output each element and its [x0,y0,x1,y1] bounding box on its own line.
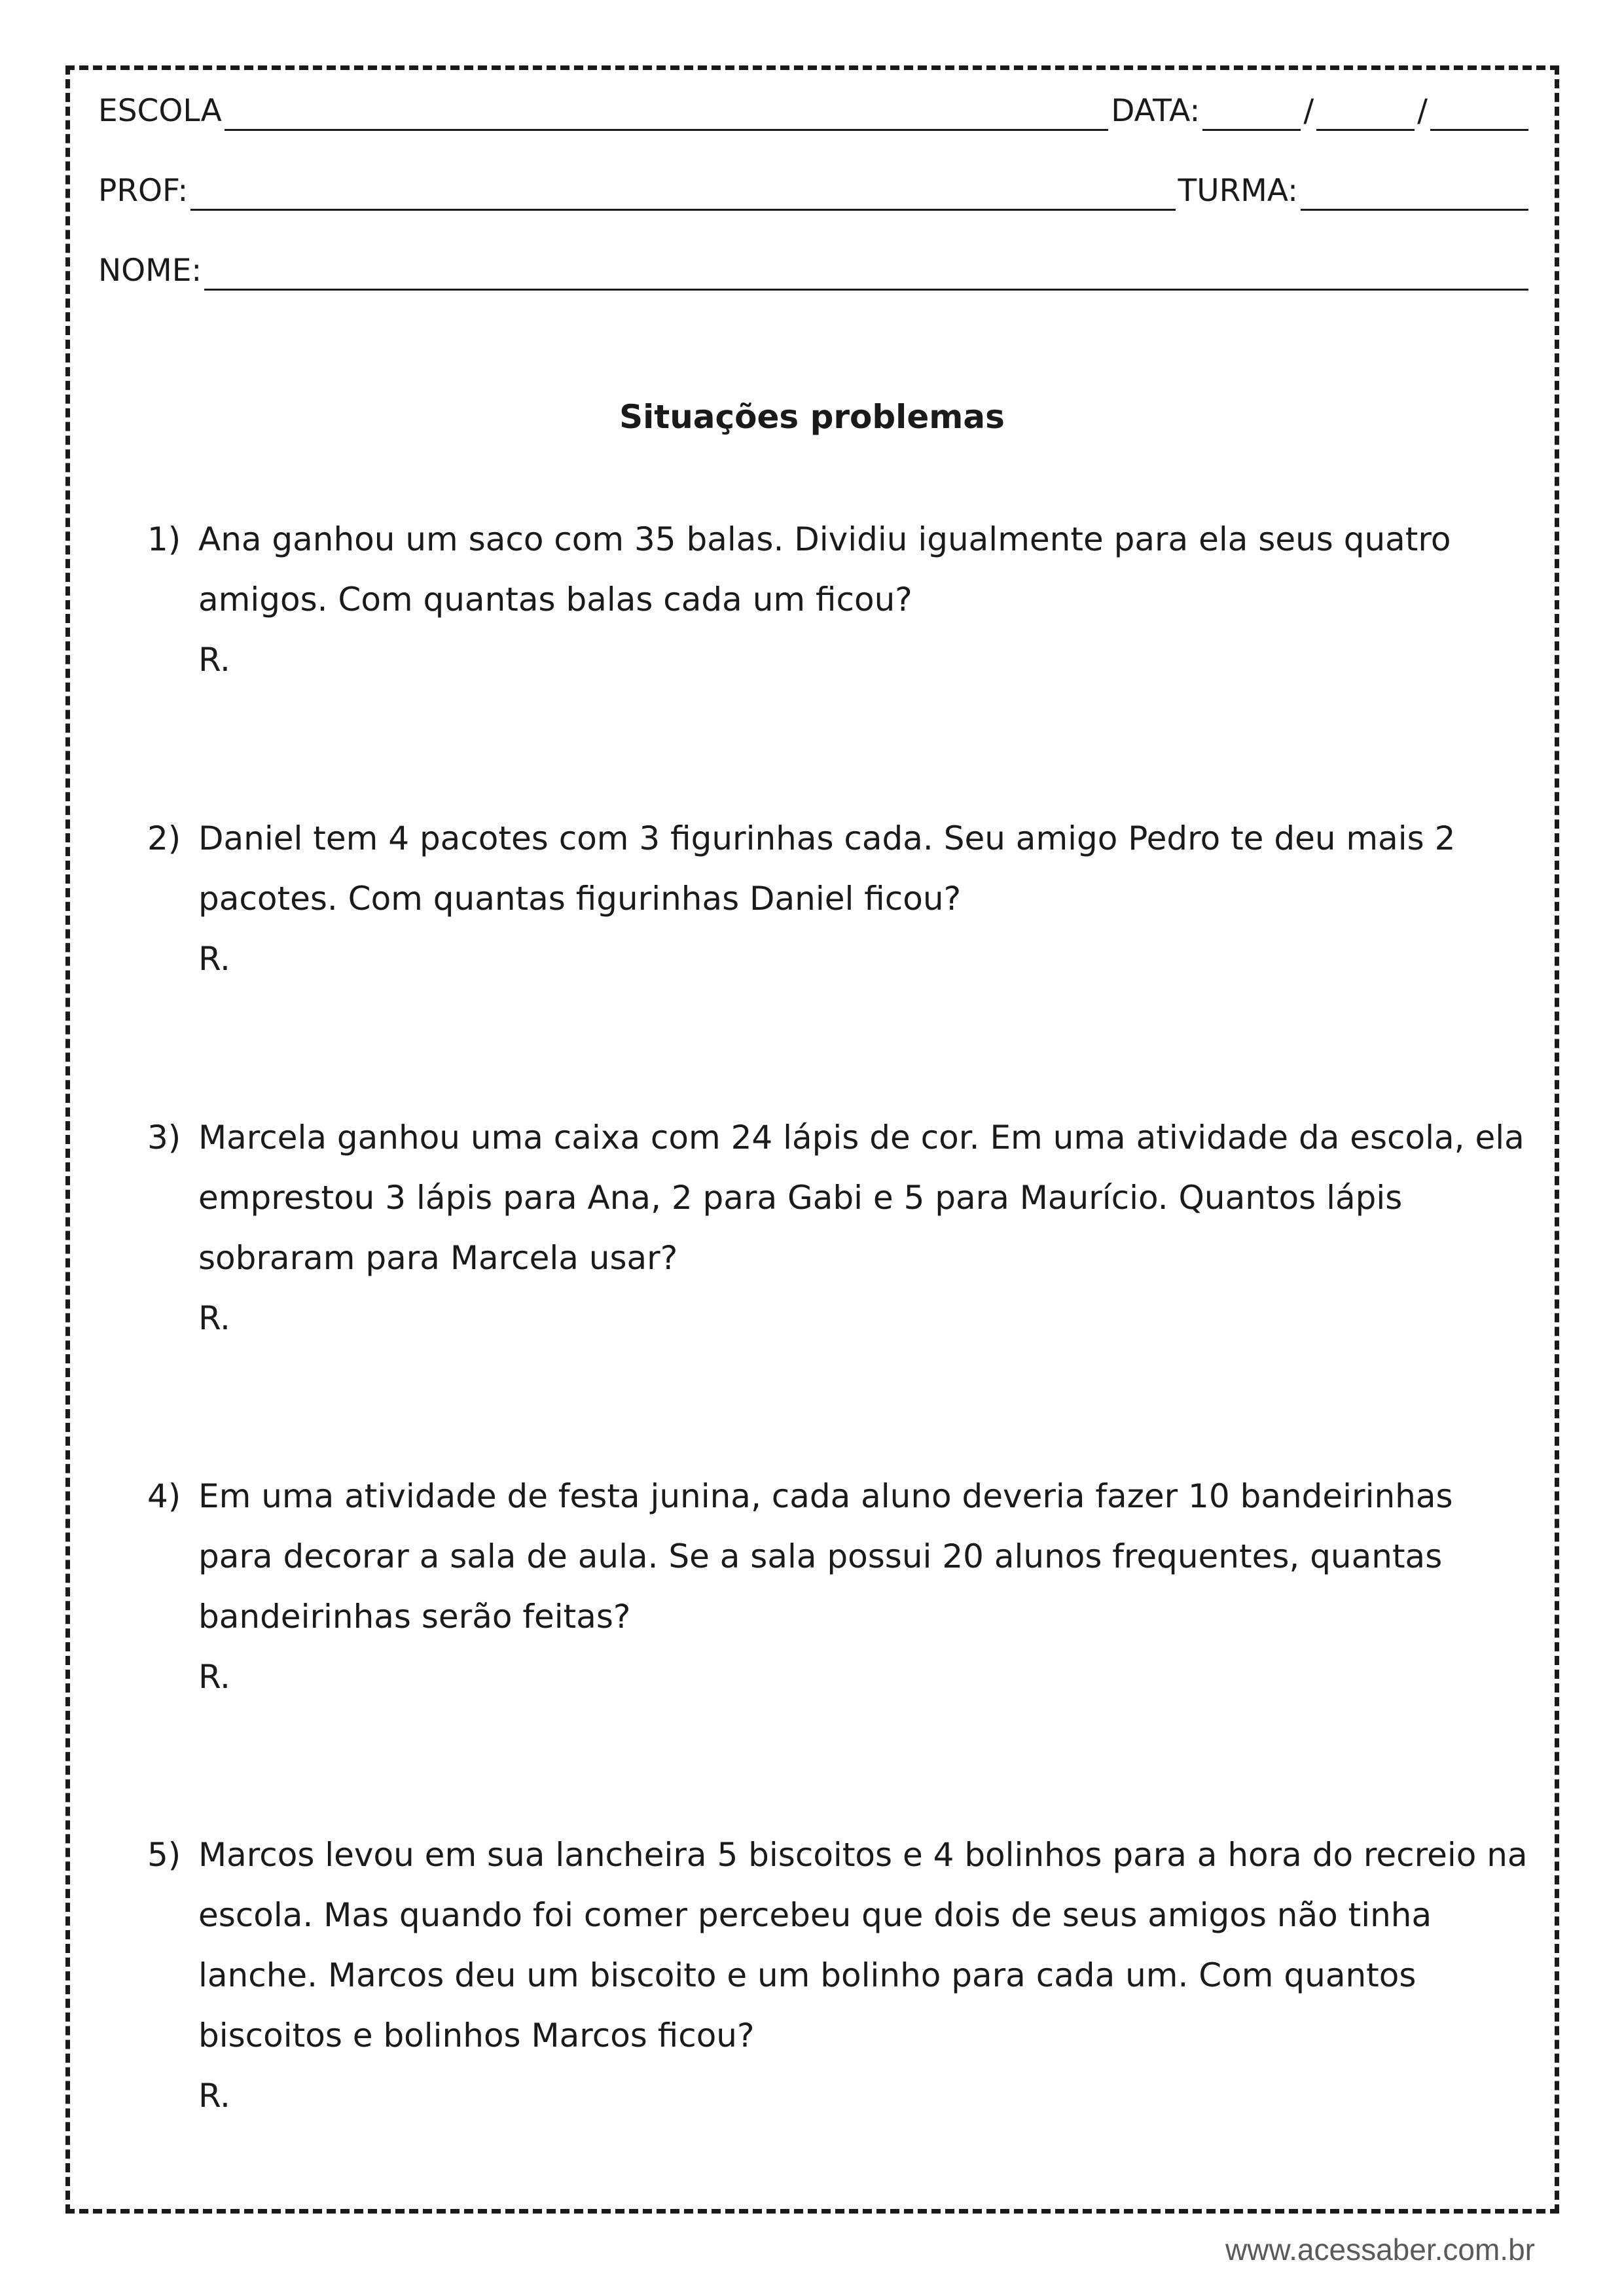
date-month-field[interactable] [1316,100,1415,131]
answer-label: R. [198,1299,230,1337]
question-item [147,509,1528,690]
question-number: 1) [147,520,181,558]
header-prof-row [98,171,1528,211]
data-label: DATA: [1111,93,1200,129]
prof-field[interactable] [190,180,1175,211]
answer-label: R. [198,940,230,978]
answer-label: R. [198,641,230,679]
date-day-field[interactable] [1202,100,1301,131]
turma-label: TURMA: [1178,173,1298,209]
question-text: Marcos levou em sua lancheira 5 biscoitos e 4 bolinhos para a hora do recreio na escola. Mas quando foi comer percebeu que dois de seus amigos não tinha lanche. Marcos deu um biscoito e um bolinho para cada um. Com quantos biscoitos e bolinhos Marcos ficou? [198,1836,1528,2054]
question-number: 5) [147,1836,181,1874]
date-year-field[interactable] [1430,100,1528,131]
header-nome-row [98,251,1528,291]
turma-field[interactable] [1301,180,1528,211]
escola-field[interactable] [225,100,1108,131]
nome-label: NOME: [98,253,202,289]
date-separator: / [1303,93,1314,129]
question-number: 3) [147,1119,181,1157]
page-title: Situações problemas [619,398,1005,436]
question-text: Marcela ganhou uma caixa com 24 lápis de cor. Em uma atividade da escola, ela emprestou 3 lápis para Ana, 2 para Gabi e 5 para Maurício. Quantos lápis sobraram para Marcela usar? [198,1119,1525,1277]
answer-label: R. [198,2077,230,2115]
question-number: 4) [147,1477,181,1515]
nome-field[interactable] [204,260,1528,291]
answer-label: R. [198,1658,230,1696]
prof-label: PROF: [98,173,189,209]
footer-website: www.acessaber.com.br [1225,2233,1535,2267]
question-item [147,1107,1528,1348]
question-item [147,808,1528,989]
question-item [147,1825,1528,2126]
header-escola-row [98,92,1528,131]
question-text: Daniel tem 4 pacotes com 3 figurinhas cada. Seu amigo Pedro te deu mais 2 pacotes. Com quantas figurinhas Daniel ficou? [198,819,1456,918]
question-item [147,1466,1528,1707]
question-text: Em uma atividade de festa junina, cada aluno deveria fazer 10 bandeirinhas para decorar a sala de aula. Se a sala possui 20 alunos frequentes, quantas bandeirinhas serão feitas? [198,1477,1453,1636]
date-separator: / [1417,93,1428,129]
question-text: Ana ganhou um saco com 35 balas. Dividiu igualmente para ela seus quatro amigos. Com quantas balas cada um ficou? [198,520,1451,619]
question-number: 2) [147,819,181,857]
escola-label: ESCOLA [98,93,222,129]
